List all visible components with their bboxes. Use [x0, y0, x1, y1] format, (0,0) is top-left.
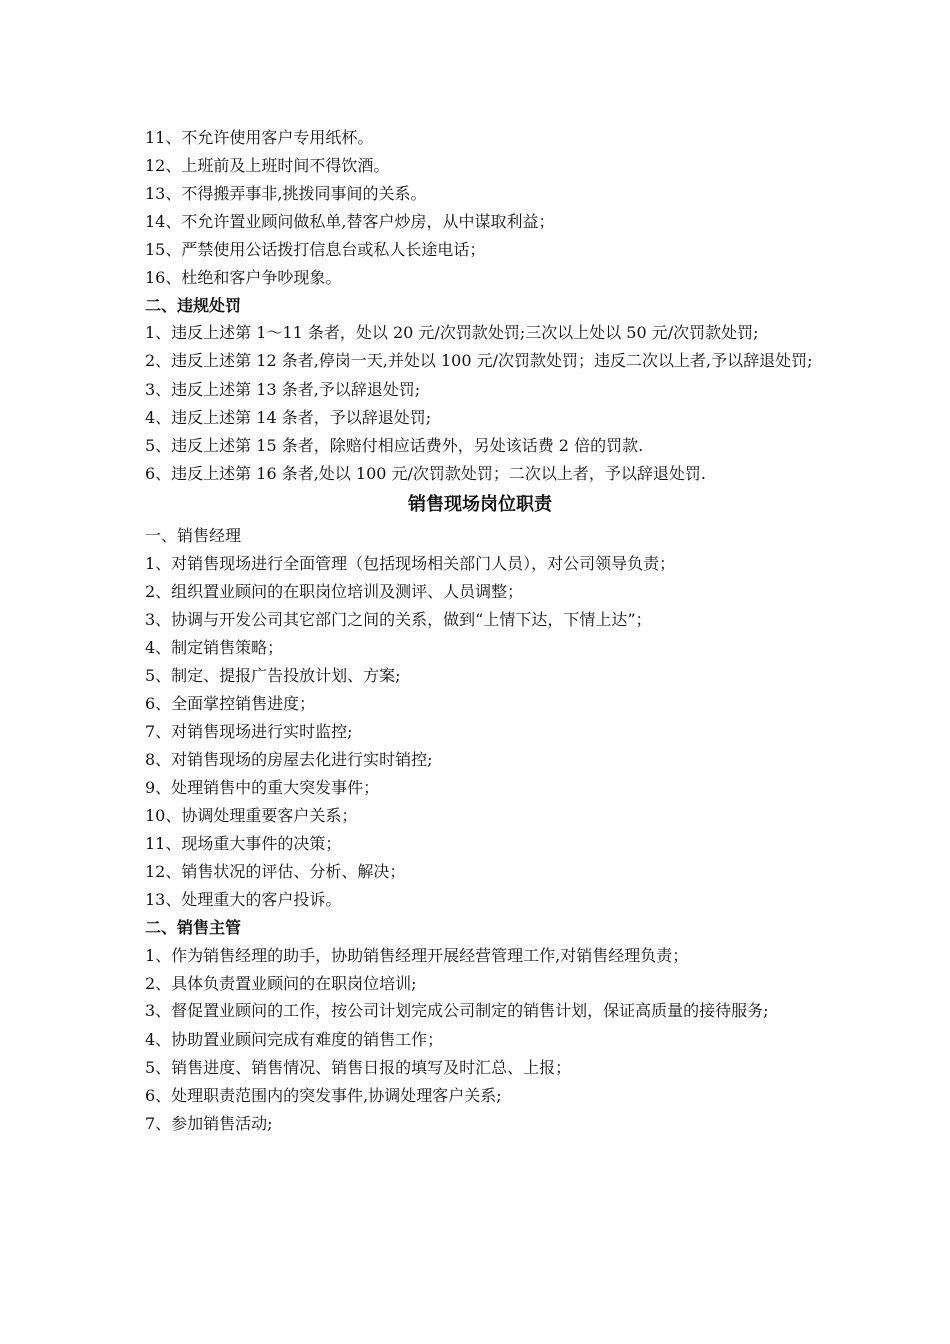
duty-item: 1、对销售现场进行全面管理（包括现场相关部门人员），对公司领导负责； — [145, 554, 676, 573]
duty-item: 9、处理销售中的重大突发事件； — [145, 778, 380, 797]
duty-item: 4、制定销售策略； — [145, 638, 284, 657]
rule-item: 14、不允许置业顾问做私单,替客户炒房，从中谋取利益； — [145, 212, 555, 231]
penalty-item: 1、违反上述第 1～11 条者，处以 20 元/次罚款处罚;三次以上处以 50 元/次罚款处罚; — [145, 323, 759, 342]
duty-item: 1、作为销售经理的助手，协助销售经理开展经营管理工作,对销售经理负责； — [145, 946, 689, 965]
duty-item: 5、制定、提报广告投放计划、方案; — [145, 666, 401, 685]
duty-item: 11、现场重大事件的决策； — [145, 834, 342, 853]
manager-duty-list — [145, 550, 815, 914]
duty-item: 12、销售状况的评估、分析、解决； — [145, 862, 406, 881]
rule-item: 12、上班前及上班时间不得饮酒。 — [145, 156, 390, 175]
rule-item: 11、不允许使用客户专用纸杯。 — [145, 128, 374, 147]
duty-item: 2、具体负责置业顾问的在职岗位培训; — [145, 974, 417, 993]
section-title: 销售现场岗位职责 — [408, 494, 552, 515]
document-page — [145, 124, 815, 1138]
supervisor-duty-list — [145, 942, 815, 1138]
duty-item: 7、对销售现场进行实时监控; — [145, 722, 353, 741]
penalty-item: 6、违反上述第 16 条者,处以 100 元/次罚款处罚；二次以上者，予以辞退处罚. — [145, 464, 706, 483]
duty-item: 2、组织置业顾问的在职岗位培训及测评、人员调整； — [145, 582, 524, 601]
duty-item: 5、销售进度、销售情况、销售日报的填写及时汇总、上报； — [145, 1058, 572, 1077]
duty-item: 13、处理重大的客户投诉。 — [145, 890, 342, 909]
penalty-item: 4、违反上述第 14 条者，予以辞退处罚; — [145, 408, 432, 427]
duty-item: 4、协助置业顾问完成有难度的销售工作； — [145, 1030, 444, 1049]
duty-item: 7、参加销售活动; — [145, 1114, 273, 1133]
duty-item: 3、协调与开发公司其它部门之间的关系，做到“上情下达，下情上达”； — [145, 610, 652, 629]
duty-item: 6、处理职责范围内的突发事件,协调处理客户关系; — [145, 1086, 502, 1105]
manager-heading: 一、销售经理 — [145, 526, 242, 545]
penalty-item: 2、违反上述第 12 条者,停岗一天,并处以 100 元/次罚款处罚；违反二次以上者,予以辞退处罚; — [145, 351, 813, 370]
rule-item: 13、不得搬弄事非,挑拨同事间的关系。 — [145, 184, 427, 203]
penalty-item: 3、违反上述第 13 条者,予以辞退处罚; — [145, 380, 421, 399]
penalty-heading: 二、违规处罚 — [145, 296, 242, 315]
rules-list — [145, 124, 815, 292]
duty-item: 10、协调处理重要客户关系； — [145, 806, 358, 825]
penalty-item: 5、违反上述第 15 条者，除赔付相应话费外，另处该话费 2 倍的罚款. — [145, 436, 644, 455]
penalty-list — [145, 320, 815, 488]
duty-item: 3、督促置业顾问的工作，按公司计划完成公司制定的销售计划，保证高质量的接待服务; — [145, 1001, 769, 1020]
duty-item: 6、全面掌控销售进度； — [145, 694, 316, 713]
rule-item: 16、杜绝和客户争吵现象。 — [145, 268, 342, 287]
rule-item: 15、严禁使用公话拨打信息台或私人长途电话； — [145, 240, 486, 259]
duty-item: 8、对销售现场的房屋去化进行实时销控; — [145, 750, 433, 769]
supervisor-heading: 二、销售主管 — [145, 918, 242, 937]
